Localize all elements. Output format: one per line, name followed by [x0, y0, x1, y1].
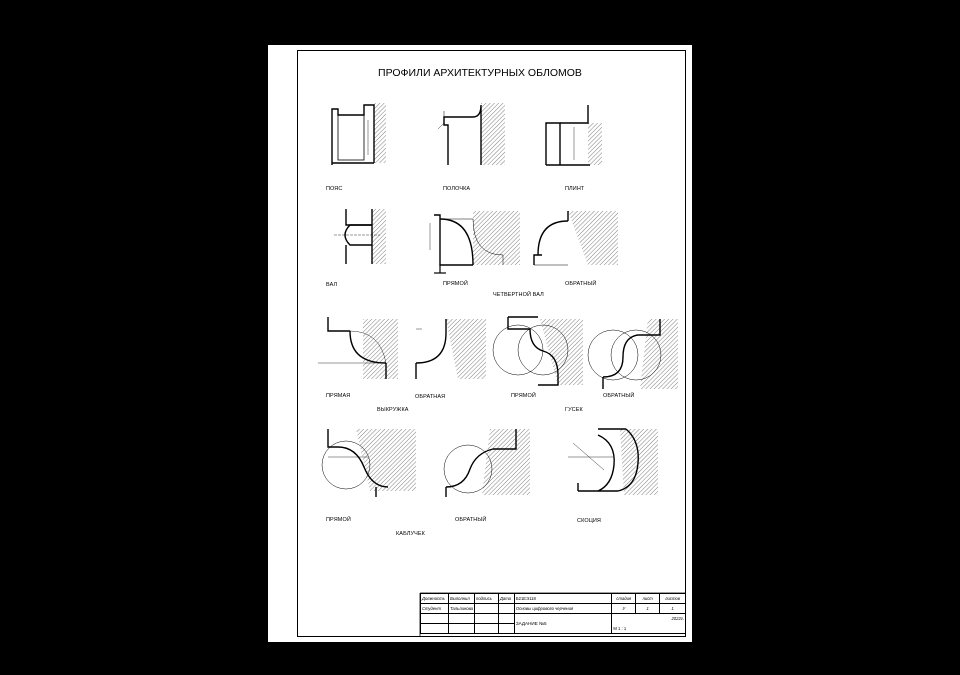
- tb-stadiya: У: [612, 604, 636, 614]
- profile-chetv-val-pryamoy: [430, 211, 520, 273]
- label-gusek-obratny: ОБРАТНЫЙ: [603, 393, 635, 399]
- profile-vykruzhka-pryamaya: [318, 317, 398, 379]
- tb-header-listov: листов: [660, 594, 686, 604]
- tb-dolzhnost: Студент: [421, 604, 449, 614]
- profile-gusek-obratny: [588, 319, 678, 389]
- label-kabl-pryamoy: ПРЯМОЙ: [326, 517, 351, 523]
- profile-kablukchek-pryamoy: [322, 429, 416, 497]
- label-gusek: ГУСЕК: [565, 407, 583, 413]
- label-kablukchek: КАБЛУЧЕК: [396, 531, 425, 537]
- profile-vykruzhka-obratnaya: [416, 319, 486, 379]
- tb-subject: Основы цифрового черчения: [514, 604, 611, 614]
- label-gusek-pryamoy: ПРЯМОЙ: [511, 393, 536, 399]
- tb-list: 1: [636, 604, 660, 614]
- label-skotsiya: СКОЦИЯ: [577, 518, 601, 524]
- tb-listov: 1: [660, 604, 686, 614]
- tb-header-list: лист: [636, 594, 660, 604]
- tb-doc-code: Б21ЕЭ118: [514, 594, 611, 604]
- label-val-obratny: ОБРАТНЫЙ: [565, 281, 597, 287]
- label-kabl-obratny: ОБРАТНЫЙ: [455, 517, 487, 523]
- profile-kablukchek-obratny: [444, 429, 530, 497]
- page-title: ПРОФИЛИ АРХИТЕКТУРНЫХ ОБЛОМОВ: [378, 67, 582, 79]
- tb-vypolnil: Тальлинова: [448, 604, 474, 614]
- label-val: ВАЛ: [326, 282, 338, 288]
- title-block: [420, 593, 686, 634]
- label-plint: ПЛИНТ: [565, 186, 585, 192]
- tb-year: 2022г.: [612, 614, 686, 624]
- profile-gusek-pryamoy: [493, 317, 583, 385]
- label-vykr-pryamaya: ПРЯМАЯ: [326, 393, 351, 399]
- profile-val: [334, 209, 386, 264]
- label-poyas: ПОЯС: [326, 186, 343, 192]
- tb-header-data: Дата: [498, 594, 514, 604]
- label-vykr-obratnaya: ОБРАТНАЯ: [415, 394, 446, 400]
- profile-polochka: [438, 103, 505, 165]
- tb-header-podpis: подпись: [475, 594, 499, 604]
- tb-header-stadiya: стадия: [612, 594, 636, 604]
- label-chetvertnoy-val: ЧЕТВЕРТНОЙ ВАЛ: [493, 292, 544, 298]
- profile-skotsiya: [568, 429, 658, 495]
- tb-header-vypolnil: Выполнил: [448, 594, 474, 604]
- label-vykruzhka: ВЫКРУЖКА: [377, 407, 409, 413]
- drawing-sheet: [268, 45, 692, 642]
- profile-poyas: [332, 103, 386, 165]
- profiles-drawing: [268, 45, 692, 642]
- tb-header-dolzhnost: Должность: [421, 594, 449, 604]
- profile-plint: [546, 105, 602, 165]
- profile-chetv-val-obratny: [534, 211, 618, 265]
- label-val-pryamoy: ПРЯМОЙ: [443, 281, 468, 287]
- label-polochka: ПОЛОЧКА: [443, 186, 471, 192]
- tb-zadanie: ЗАДАНИЕ №5: [514, 614, 611, 634]
- tb-scale: М 1 : 1: [612, 624, 686, 634]
